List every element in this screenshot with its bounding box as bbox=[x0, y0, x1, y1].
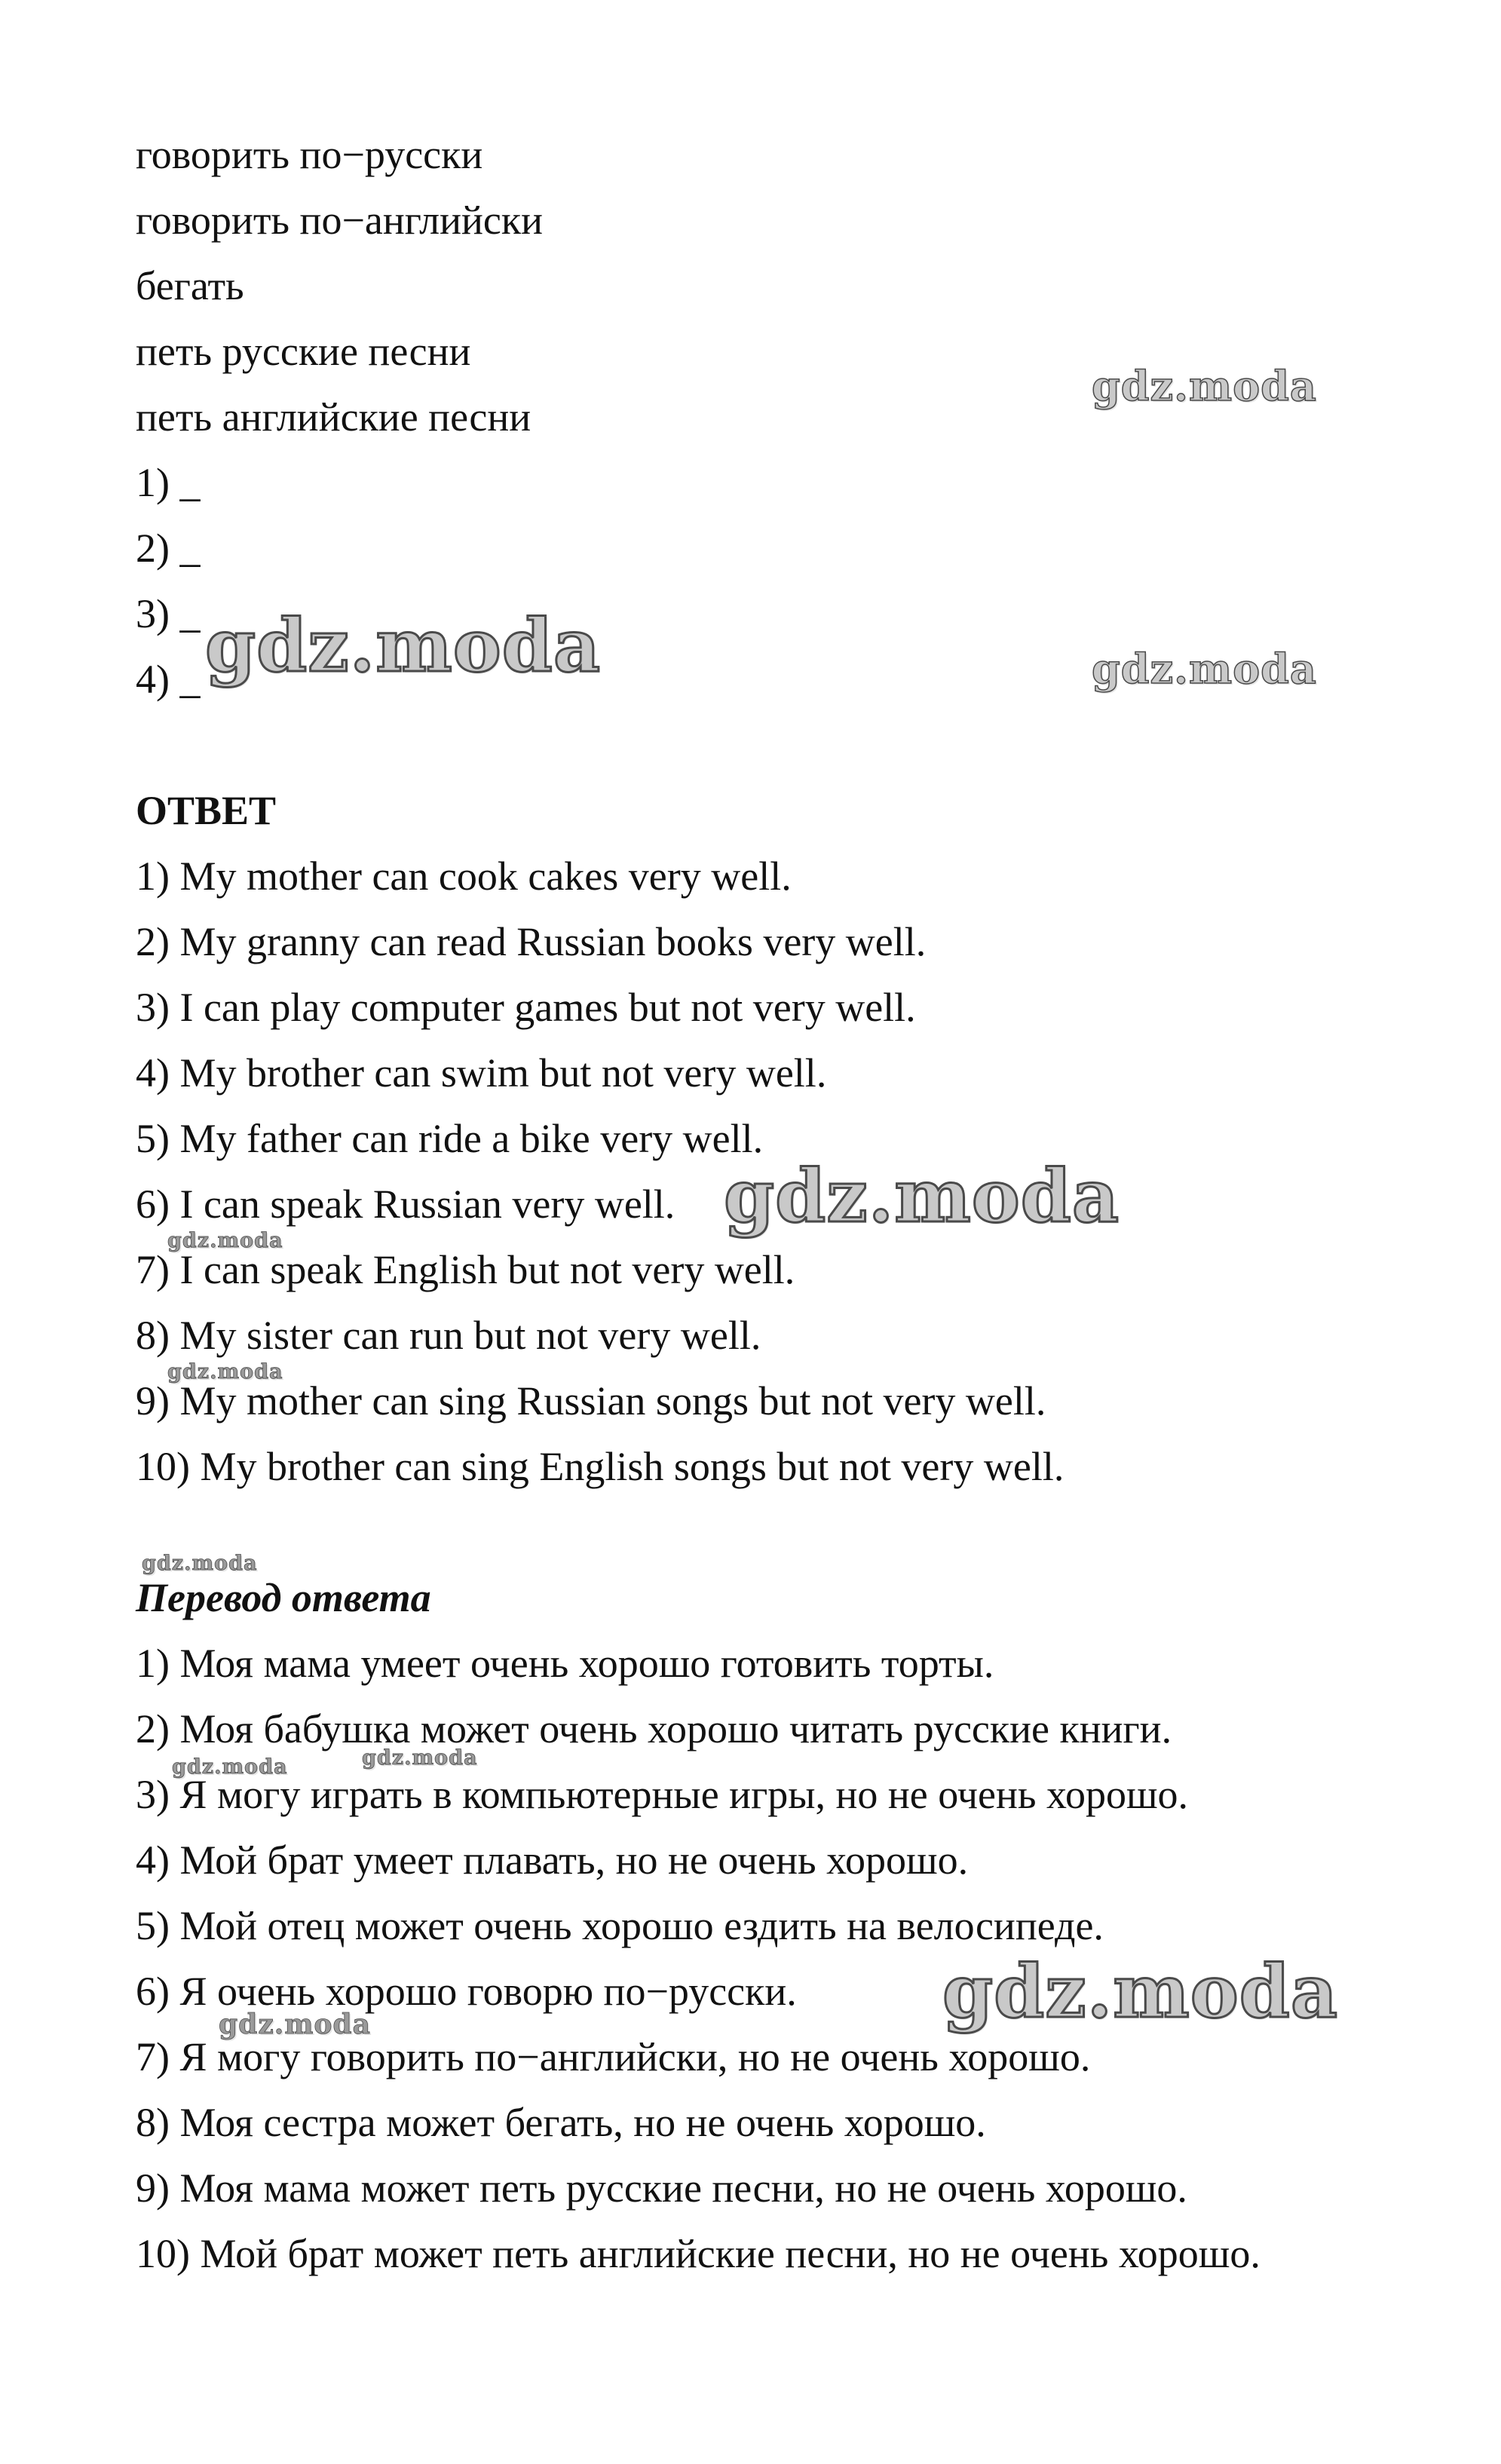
answer-line: 4) My brother can swim but not very well. bbox=[136, 1050, 827, 1096]
watermark: gdz.moda bbox=[142, 1552, 258, 1575]
answer-line: 6) I can speak Russian very well. bbox=[136, 1181, 675, 1227]
watermark: gdz.moda bbox=[724, 1154, 1120, 1239]
translation-heading: Перевод ответа bbox=[136, 1575, 431, 1620]
vocab-item: петь английские песни bbox=[136, 394, 531, 440]
vocab-item: петь русские песни bbox=[136, 329, 471, 374]
watermark: gdz.moda bbox=[205, 603, 602, 688]
watermark: gdz.moda bbox=[362, 1746, 478, 1770]
translation-line: 1) Моя мама умеет очень хорошо готовить торты. bbox=[136, 1641, 994, 1686]
answer-line: 1) My mother can cook cakes very well. bbox=[136, 854, 792, 899]
blank-item: 2) _ bbox=[136, 526, 201, 571]
blank-item: 3) _ bbox=[136, 591, 201, 636]
watermark: gdz.moda bbox=[167, 1229, 283, 1252]
translation-line: 5) Мой отец может очень хорошо ездить на велосипеде. bbox=[136, 1903, 1104, 1948]
translation-line: 8) Моя сестра может бегать, но не очень хорошо. bbox=[136, 2100, 986, 2145]
blank-item: 1) _ bbox=[136, 460, 201, 505]
answer-line: 10) My brother can sing English songs but not very well. bbox=[136, 1444, 1064, 1489]
translation-line: 6) Я очень хорошо говорю по−русски. bbox=[136, 1969, 797, 2014]
translation-line: 2) Моя бабушка может очень хорошо читать русские книги. bbox=[136, 1706, 1172, 1751]
answer-line: 3) I can play computer games but not very well. bbox=[136, 985, 916, 1030]
watermark: gdz.moda bbox=[219, 2009, 371, 2040]
blank-item: 4) _ bbox=[136, 657, 201, 702]
translation-line: 3) Я могу играть в компьютерные игры, но не очень хорошо. bbox=[136, 1772, 1189, 1817]
translation-line: 4) Мой брат умеет плавать, но не очень хорошо. bbox=[136, 1837, 969, 1883]
watermark: gdz.moda bbox=[942, 1949, 1339, 2034]
translation-line: 10) Мой брат может петь английские песни, но не очень хорошо. bbox=[136, 2231, 1261, 2276]
vocab-item: говорить по−английски bbox=[136, 198, 544, 243]
answer-line: 8) My sister can run but not very well. bbox=[136, 1313, 761, 1358]
vocab-item: бегать bbox=[136, 263, 244, 308]
answer-line: 2) My granny can read Russian books very well. bbox=[136, 919, 927, 964]
translation-line: 7) Я могу говорить по−английски, но не очень хорошо. bbox=[136, 2034, 1091, 2079]
watermark: gdz.moda bbox=[1092, 362, 1317, 410]
watermark: gdz.moda bbox=[1092, 645, 1317, 693]
answer-heading: ОТВЕТ bbox=[136, 788, 277, 833]
vocab-item: говорить по−русски bbox=[136, 132, 483, 177]
answer-line: 7) I can speak English but not very well. bbox=[136, 1247, 795, 1292]
answer-line: 9) My mother can sing Russian songs but not very well. bbox=[136, 1378, 1046, 1424]
answer-line: 5) My father can ride a bike very well. bbox=[136, 1116, 764, 1161]
watermark: gdz.moda bbox=[167, 1360, 283, 1384]
translation-line: 9) Моя мама может петь русские песни, но не очень хорошо. bbox=[136, 2165, 1187, 2211]
watermark: gdz.moda bbox=[172, 1755, 288, 1779]
